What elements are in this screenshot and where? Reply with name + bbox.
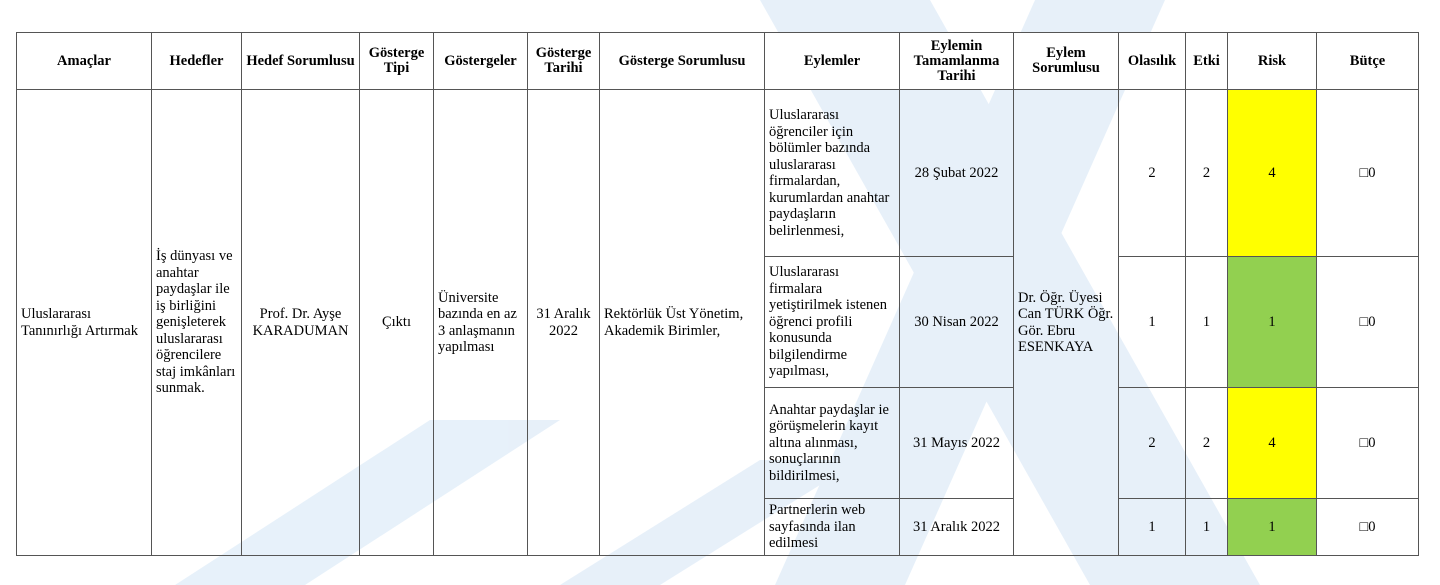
header-gosterge-tarihi: Gösterge Tarihi [528,33,600,90]
cell-eylem-tarihi: 31 Mayıs 2022 [900,388,1014,499]
header-etki: Etki [1186,33,1228,90]
cell-eylem: Uluslararası öğrenciler için bölümler bazında uluslararası firmalardan, kurumlardan anahtar paydaşların belirlenmesi, [765,90,900,257]
header-eylem-sorumlusu: Eylem Sorumlusu [1014,33,1119,90]
header-risk: Risk [1228,33,1317,90]
cell-gosterge-sorumlusu: Rektörlük Üst Yönetim, Akademik Birimler, [600,90,765,556]
cell-amac: Uluslararası Tanınırlığı Artırmak [17,90,152,556]
cell-etki: 2 [1186,90,1228,257]
cell-eylem-tarihi: 28 Şubat 2022 [900,90,1014,257]
header-gosterge-tipi: Gösterge Tipi [360,33,434,90]
cell-risk: 1 [1228,499,1317,556]
cell-olasilik: 1 [1119,257,1186,388]
header-gostergeler: Göstergeler [434,33,528,90]
cell-butce: □0 [1317,90,1419,257]
cell-butce: □0 [1317,499,1419,556]
header-olasilik: Olasılık [1119,33,1186,90]
cell-risk: 1 [1228,257,1317,388]
cell-gosterge: Üniversite bazında en az 3 anlaşmanın yapılması [434,90,528,556]
cell-eylem: Partnerlerin web sayfasında ilan edilmesi [765,499,900,556]
header-hedefler: Hedefler [152,33,242,90]
header-butce: Bütçe [1317,33,1419,90]
cell-eylem: Uluslararası firmalara yetiştirilmek istenen öğrenci profili konusunda bilgilendirme yapılması, [765,257,900,388]
cell-olasilik: 1 [1119,499,1186,556]
table-row [17,90,1419,257]
cell-butce: □0 [1317,257,1419,388]
header-hedef-sorumlusu: Hedef Sorumlusu [242,33,360,90]
cell-butce: □0 [1317,388,1419,499]
cell-etki: 2 [1186,388,1228,499]
header-eylem-tarihi: Eylemin Tamamlanma Tarihi [900,33,1014,90]
cell-etki: 1 [1186,257,1228,388]
cell-eylem: Anahtar paydaşlar ie görüşmelerin kayıt altına alınması, sonuçlarının bildirilmesi, [765,388,900,499]
cell-hedef-sorumlusu: Prof. Dr. Ayşe KARADUMAN [242,90,360,556]
header-eylemler: Eylemler [765,33,900,90]
cell-gosterge-tarihi: 31 Aralık 2022 [528,90,600,556]
cell-gosterge-tipi: Çıktı [360,90,434,556]
header-gosterge-sorumlusu: Gösterge Sorumlusu [600,33,765,90]
cell-etki: 1 [1186,499,1228,556]
cell-olasilik: 2 [1119,388,1186,499]
header-row [17,33,1419,90]
cell-hedef: İş dünyası ve anahtar paydaşlar ile iş birliğini genişleterek uluslararası öğrencilere staj imkânları sunmak. [152,90,242,556]
cell-olasilik: 2 [1119,90,1186,257]
action-plan-table [16,32,1419,556]
cell-risk: 4 [1228,388,1317,499]
header-amaclar: Amaçlar [17,33,152,90]
cell-risk: 4 [1228,90,1317,257]
cell-eylem-tarihi: 31 Aralık 2022 [900,499,1014,556]
cell-eylem-sorumlusu: Dr. Öğr. Üyesi Can TÜRK Öğr. Gör. Ebru ESENKAYA [1014,90,1119,556]
cell-eylem-tarihi: 30 Nisan 2022 [900,257,1014,388]
